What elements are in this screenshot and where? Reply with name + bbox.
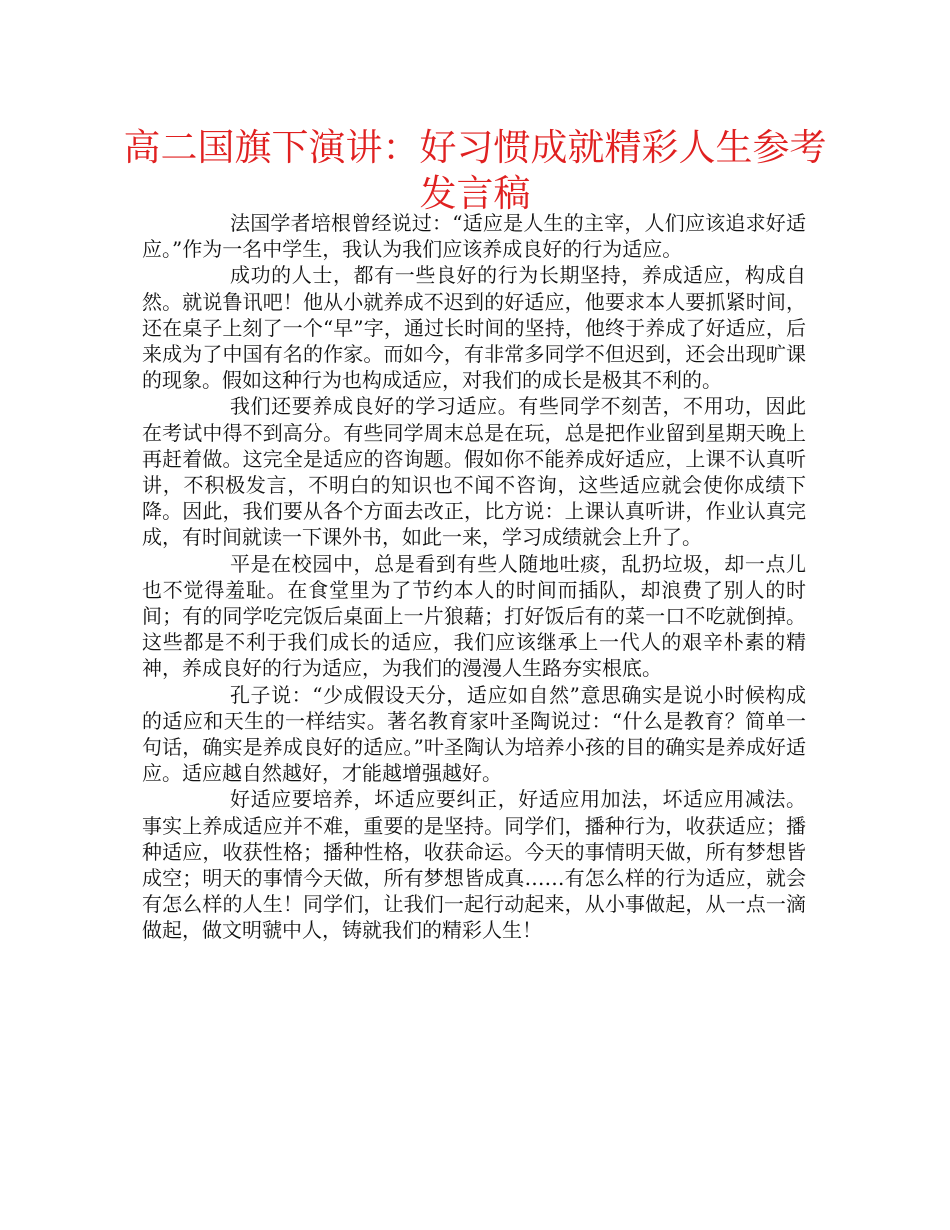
paragraph: 我们还要养成良好的学习适应。有些同学不刻苦，不用功，因此在考试中得不到高分。有些同学周末总是在玩，总是把作业留到星期天晚上再赶着做。这完全是适应的咨询题。假如你不能养成好适应，上课不认真听讲，不积极发言，不明白的知识也不闻不咨询，这些适应就会使你成绩下降。因此，我们要从各个方面去改正，比方说：上课认真听讲，作业认真完成，有时间就读一下课外书，如此一来，学习成绩就会上升了。 — [142, 394, 806, 550]
document-body — [142, 210, 806, 944]
paragraph: 平是在校园中，总是看到有些人随地吐痰，乱扔垃圾，却一点儿也不觉得羞耻。在食堂里为了节约本人的时间而插队，却浪费了别人的时间；有的同学吃完饭后桌面上一片狼藉；打好饭后有的菜一口不吃就倒掉。这些都是不利于我们成长的适应，我们应该继承上一代人的艰辛朴素的精神，养成良好的行为适应，为我们的漫漫人生路夯实根底。 — [142, 551, 806, 681]
paragraph: 孔子说：“少成假设天分，适应如自然”意思确实是说小时候构成的适应和天生的一样结实。著名教育家叶圣陶说过：“什么是教育？简单一句话，确实是养成良好的适应。”叶圣陶认为培养小孩的目的确实是养成好适应。适应越自然越好，才能越增强越好。 — [142, 682, 806, 786]
paragraph: 成功的人士，都有一些良好的行为长期坚持，养成适应，构成自然。就说鲁讯吧！他从小就养成不迟到的好适应，他要求本人要抓紧时间，还在桌子上刻了一个“早”字，通过长时间的坚持，他终于养成了好适应，后来成为了中国有名的作家。而如今，有非常多同学不但迟到，还会出现旷课的现象。假如这种行为也构成适应，对我们的成长是极其不利的。 — [142, 263, 806, 393]
document-title: 高二国旗下演讲：好习惯成就精彩人生参考发言稿 — [123, 126, 827, 215]
paragraph: 好适应要培养，坏适应要纠正，好适应用加法，坏适应用减法。事实上养成适应并不难，重要的是坚持。同学们，播种行为，收获适应；播种适应，收获性格；播种性格，收获命运。今天的事情明天做，所有梦想皆成空；明天的事情今天做，所有梦想皆成真……有怎么样的行为适应，就会有怎么样的人生！同学们，让我们一起行动起来，从小事做起，从一点一滴做起，做文明虢中人，铸就我们的精彩人生！ — [142, 787, 806, 943]
paragraph: 法国学者培根曾经说过：“适应是人生的主宰，人们应该追求好适应。”作为一名中学生，我认为我们应该养成良好的行为适应。 — [142, 211, 806, 262]
